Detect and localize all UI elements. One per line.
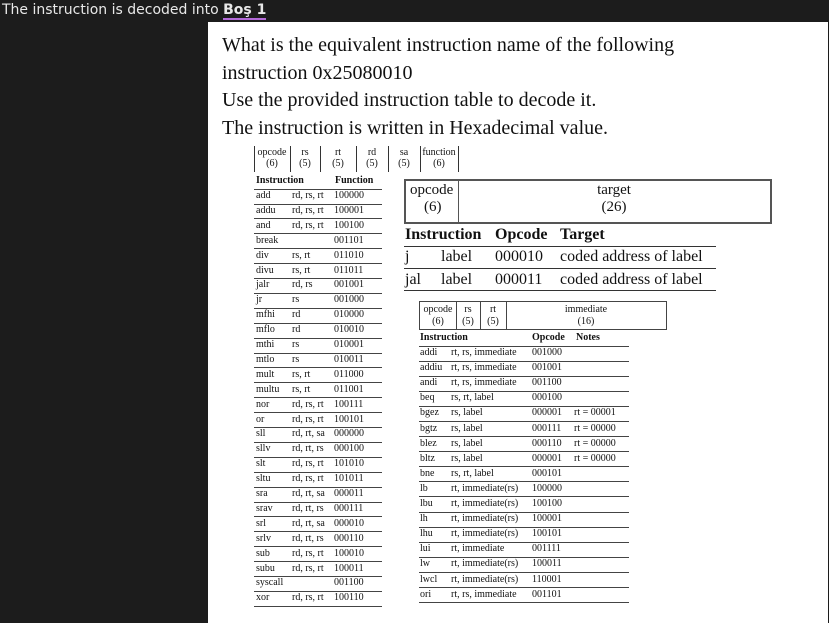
i-row-name: ori [420, 588, 432, 600]
r-field-bits: (5) [332, 158, 344, 169]
i-row-opcode: 000111 [532, 422, 562, 434]
r-row-function: 001100 [334, 577, 364, 589]
r-row-function: 001101 [334, 234, 364, 246]
i-row-notes: rt = 00000 [574, 437, 616, 449]
r-row-operands: rs [292, 353, 300, 365]
r-row-operands: rd, rt, sa [292, 428, 325, 440]
r-row-name: jalr [256, 279, 270, 291]
i-field-name: opcode [423, 304, 453, 315]
r-row-function: 000100 [334, 443, 364, 455]
table-row [254, 532, 382, 548]
r-row-name: mtlo [256, 353, 275, 365]
i-field-bits: (5) [487, 316, 499, 327]
r-row-name: sllv [256, 443, 271, 455]
table-row [254, 427, 382, 443]
r-row-name: mthi [256, 339, 275, 350]
r-row-operands: rs [292, 339, 300, 350]
i-row-opcode: 100001 [532, 513, 562, 525]
r-row-name: slt [256, 458, 266, 470]
r-row-name: div [256, 249, 269, 261]
r-row-name: sra [256, 488, 268, 499]
table-row [254, 591, 382, 607]
j-opcode-label: opcode [410, 182, 454, 198]
i-row-operands: rt, immediate [451, 543, 505, 555]
table-row [419, 557, 629, 573]
i-row-operands: rt, immediate(rs) [451, 573, 519, 585]
r-row-name: divu [256, 264, 274, 276]
i-row-opcode: 110001 [532, 573, 562, 585]
r-row-function: 011011 [334, 264, 364, 276]
i-row-name: lbu [420, 498, 433, 509]
i-row-name: lhu [420, 528, 433, 540]
table-row [419, 467, 629, 483]
j-row-operand: label [441, 271, 473, 288]
table-row [254, 457, 382, 473]
i-row-name: bgez [420, 407, 439, 419]
r-row-name: mult [256, 368, 275, 380]
r-row-name: srl [256, 517, 266, 529]
r-row-operands: rs, rt [292, 249, 311, 261]
r-row-operands: rd, rs, rt [292, 562, 324, 574]
question-header [0, 0, 829, 22]
r-row-operands: rd, rs, rt [292, 398, 324, 410]
r-row-name: and [256, 219, 271, 231]
answer-blank[interactable]: Boş 1 [223, 2, 267, 18]
r-field-name: rs [301, 147, 309, 158]
i-row-opcode: 100000 [532, 482, 562, 494]
table-row [254, 189, 382, 205]
table-row [254, 576, 382, 592]
r-row-name: sltu [256, 473, 271, 485]
table-row [419, 497, 629, 513]
table-row [419, 346, 629, 362]
r-row-function: 000010 [334, 517, 364, 529]
table-row [419, 361, 629, 377]
i-row-name: andi [420, 377, 438, 389]
r-row-function: 000110 [334, 532, 364, 544]
i-field-bits: (5) [462, 316, 474, 327]
table-row [419, 527, 629, 543]
r-field-bits: (5) [299, 158, 311, 169]
j-opcode-bits: (6) [424, 199, 442, 215]
i-col-notes: Notes [576, 332, 600, 343]
table-row [419, 406, 629, 422]
i-format-fields [419, 301, 667, 330]
r-row-operands: rs, rt [292, 368, 311, 380]
i-field-bits: (16) [577, 316, 595, 327]
table-row [419, 376, 629, 392]
i-row-name: beq [420, 392, 435, 404]
j-row-opcode: 000011 [495, 271, 543, 288]
r-row-function: 000011 [334, 488, 364, 499]
i-field-bits: (6) [432, 316, 444, 327]
table-row [254, 472, 382, 488]
table-row [254, 547, 382, 563]
j-row-name: j [405, 248, 410, 265]
i-row-operands: rt, rs, immediate [451, 377, 517, 389]
r-row-function: 100011 [334, 562, 364, 574]
i-field-name: rt [489, 304, 497, 315]
table-row [254, 219, 382, 235]
i-row-opcode: 000101 [532, 467, 562, 479]
table-row [419, 573, 629, 589]
r-row-operands: rd, rt, rs [292, 443, 324, 455]
r-row-function: 100001 [334, 204, 364, 216]
i-row-name: bne [420, 467, 435, 479]
i-col-opcode: Opcode [532, 332, 565, 343]
r-row-function: 010011 [334, 353, 364, 365]
r-row-function: 001001 [334, 279, 364, 291]
r-field-name: rt [334, 147, 342, 158]
i-col-instruction: Instruction [420, 332, 468, 343]
r-row-operands: rd [292, 309, 301, 321]
r-row-function: 011010 [334, 249, 364, 261]
j-col-instruction: Instruction [405, 226, 482, 243]
r-row-name: srav [256, 502, 273, 514]
r-row-operands: rd, rs, rt [292, 458, 324, 470]
r-row-function: 001000 [334, 294, 364, 306]
i-row-operands: rt, immediate(rs) [451, 498, 519, 509]
i-row-opcode: 000001 [532, 452, 562, 464]
r-row-name: xor [256, 592, 270, 604]
i-row-operands: rt, immediate(rs) [451, 482, 519, 494]
r-row-operands: rd, rs, rt [292, 547, 324, 559]
question-line: What is the equivalent instruction name of the following [222, 34, 675, 56]
r-format-fields [254, 146, 500, 172]
i-row-operands: rs, label [451, 407, 483, 419]
i-row-operands: rt, rs, immediate [451, 347, 517, 358]
table-row [419, 512, 629, 528]
i-row-name: lw [420, 558, 430, 570]
r-row-function: 010001 [334, 339, 364, 350]
i-row-operands: rt, rs, immediate [451, 362, 517, 374]
i-row-operands: rs, rt, label [451, 392, 494, 404]
r-field-name: sa [399, 147, 409, 158]
i-table-header [419, 331, 629, 347]
i-row-opcode: 001111 [532, 543, 561, 555]
i-row-name: lh [420, 513, 428, 525]
r-row-operands: rs, rt [292, 264, 311, 276]
table-row [254, 398, 382, 414]
table-row [254, 487, 382, 503]
j-row-target: coded address of label [560, 248, 703, 265]
r-table-header [254, 174, 382, 190]
i-row-opcode: 100100 [532, 498, 562, 509]
i-row-notes: rt = 00000 [574, 452, 616, 464]
r-row-operands: rd, rs, rt [292, 219, 324, 231]
i-row-name: addi [420, 347, 438, 358]
r-row-operands: rd, rs, rt [292, 204, 324, 216]
r-field-bits: (5) [366, 158, 378, 169]
i-row-notes: rt = 00001 [574, 407, 616, 419]
j-row-operand: label [441, 248, 473, 265]
j-row-target: coded address of label [560, 271, 703, 288]
i-row-operands: rs, rt, label [451, 467, 494, 479]
table-row [254, 413, 382, 429]
r-row-operands: rd, rt, rs [292, 502, 324, 514]
j-target-label: target [597, 182, 631, 198]
r-field-name: function [422, 147, 456, 158]
r-row-name: syscall [256, 577, 284, 589]
r-row-operands: rd [292, 324, 301, 336]
r-row-name: subu [256, 562, 275, 574]
i-row-name: addiu [420, 362, 443, 374]
j-target-bits: (26) [601, 199, 627, 215]
i-row-opcode: 000110 [532, 437, 562, 449]
r-row-operands: rd, rs, rt [292, 413, 324, 425]
table-row [254, 368, 382, 384]
i-row-opcode: 001101 [532, 588, 562, 600]
r-field-bits: (6) [433, 158, 445, 169]
r-row-function: 100111 [334, 398, 364, 410]
r-row-name: add [256, 190, 271, 201]
table-row [254, 383, 382, 399]
r-row-function: 101010 [334, 458, 364, 470]
table-row [419, 452, 629, 468]
j-format-box [404, 179, 772, 224]
r-row-name: or [256, 413, 265, 425]
r-row-function: 011001 [334, 383, 364, 395]
table-row [254, 204, 382, 220]
r-col-function: Function [335, 175, 374, 186]
i-row-name: lb [420, 482, 428, 494]
r-row-name: sub [256, 547, 270, 559]
table-row [419, 588, 629, 604]
r-row-name: mfhi [256, 309, 275, 321]
i-field-name: immediate [564, 304, 608, 315]
r-row-name: addu [256, 204, 276, 216]
table-row [254, 234, 382, 250]
r-row-function: 100010 [334, 547, 364, 559]
r-row-operands: rd, rt, sa [292, 488, 325, 499]
r-row-function: 000000 [334, 428, 364, 440]
i-row-operands: rt, rs, immediate [451, 588, 517, 600]
r-row-function: 010000 [334, 309, 364, 321]
i-row-opcode: 001100 [532, 377, 562, 389]
r-field-bits: (6) [266, 158, 278, 169]
j-col-opcode: Opcode [495, 226, 548, 243]
table-row [419, 542, 629, 558]
i-row-name: blez [420, 437, 437, 449]
table-row [254, 278, 382, 294]
table-row [254, 338, 382, 354]
table-row [419, 482, 629, 498]
r-row-name: jr [256, 294, 263, 306]
table-row [419, 422, 629, 438]
r-row-function: 010010 [334, 324, 364, 336]
question-image [208, 22, 828, 623]
header-prefix: The instruction is decoded into [2, 2, 219, 18]
r-row-operands: rs [292, 294, 300, 306]
r-row-operands: rd, rs [292, 279, 313, 291]
question-line: instruction 0x25080010 [222, 61, 413, 84]
j-row-name: jal [405, 271, 421, 288]
i-row-opcode: 000100 [532, 392, 562, 404]
table-row [254, 562, 382, 578]
r-row-function: 100100 [334, 219, 364, 231]
j-row-opcode: 000010 [495, 248, 543, 265]
i-row-name: lui [420, 543, 431, 555]
question-line: The instruction is written in Hexadecimal value. [222, 116, 608, 139]
i-row-opcode: 001001 [532, 362, 562, 374]
i-row-operands: rt, immediate(rs) [451, 513, 519, 525]
table-row [254, 293, 382, 309]
r-row-operands: rd, rs, rt [292, 473, 324, 485]
r-row-function: 011000 [334, 368, 364, 380]
r-col-instruction: Instruction [256, 175, 304, 186]
table-row [254, 308, 382, 324]
r-row-name: mflo [256, 324, 275, 336]
table-row [254, 353, 382, 369]
i-row-opcode: 000001 [532, 407, 562, 419]
r-row-function: 100101 [334, 413, 364, 425]
question-line: Use the provided instruction table to decode it. [222, 89, 597, 111]
table-row [254, 517, 382, 533]
r-row-function: 100110 [334, 592, 364, 604]
i-row-operands: rs, label [451, 452, 483, 464]
i-row-opcode: 100101 [532, 528, 562, 540]
i-row-operands: rs, label [451, 422, 483, 434]
i-row-name: lwcl [420, 573, 438, 585]
r-row-name: sll [256, 428, 266, 440]
r-row-function: 101011 [334, 473, 364, 485]
r-row-operands: rd, rs, rt [292, 592, 324, 604]
table-row [254, 502, 382, 518]
i-row-operands: rt, immediate(rs) [451, 528, 519, 540]
table-row [254, 264, 382, 280]
r-row-function: 100000 [334, 190, 364, 201]
r-row-operands: rd, rt, rs [292, 532, 324, 544]
question-text [222, 32, 822, 142]
r-row-name: multu [256, 383, 280, 395]
i-row-name: bgtz [420, 422, 438, 434]
i-row-name: bltz [420, 452, 435, 464]
r-row-function: 000111 [334, 502, 364, 514]
r-row-operands: rd, rt, sa [292, 517, 325, 529]
r-row-name: nor [256, 398, 270, 410]
r-row-name: srlv [256, 532, 271, 544]
r-row-name: break [256, 234, 279, 246]
j-col-target: Target [560, 226, 605, 243]
table-row [254, 442, 382, 458]
i-row-opcode: 001000 [532, 347, 562, 358]
table-row [419, 391, 629, 407]
i-field-name: rs [464, 304, 472, 315]
r-field-name: rd [367, 147, 377, 158]
i-row-notes: rt = 00000 [574, 422, 616, 434]
i-row-operands: rs, label [451, 437, 483, 449]
i-row-opcode: 100011 [532, 558, 562, 570]
r-row-operands: rd, rs, rt [292, 190, 324, 201]
r-field-name: opcode [257, 147, 287, 158]
i-row-operands: rt, immediate(rs) [451, 558, 519, 570]
table-row [419, 437, 629, 453]
r-field-bits: (5) [398, 158, 410, 169]
table-row [254, 249, 382, 265]
table-row [254, 323, 382, 339]
r-row-operands: rs, rt [292, 383, 311, 395]
